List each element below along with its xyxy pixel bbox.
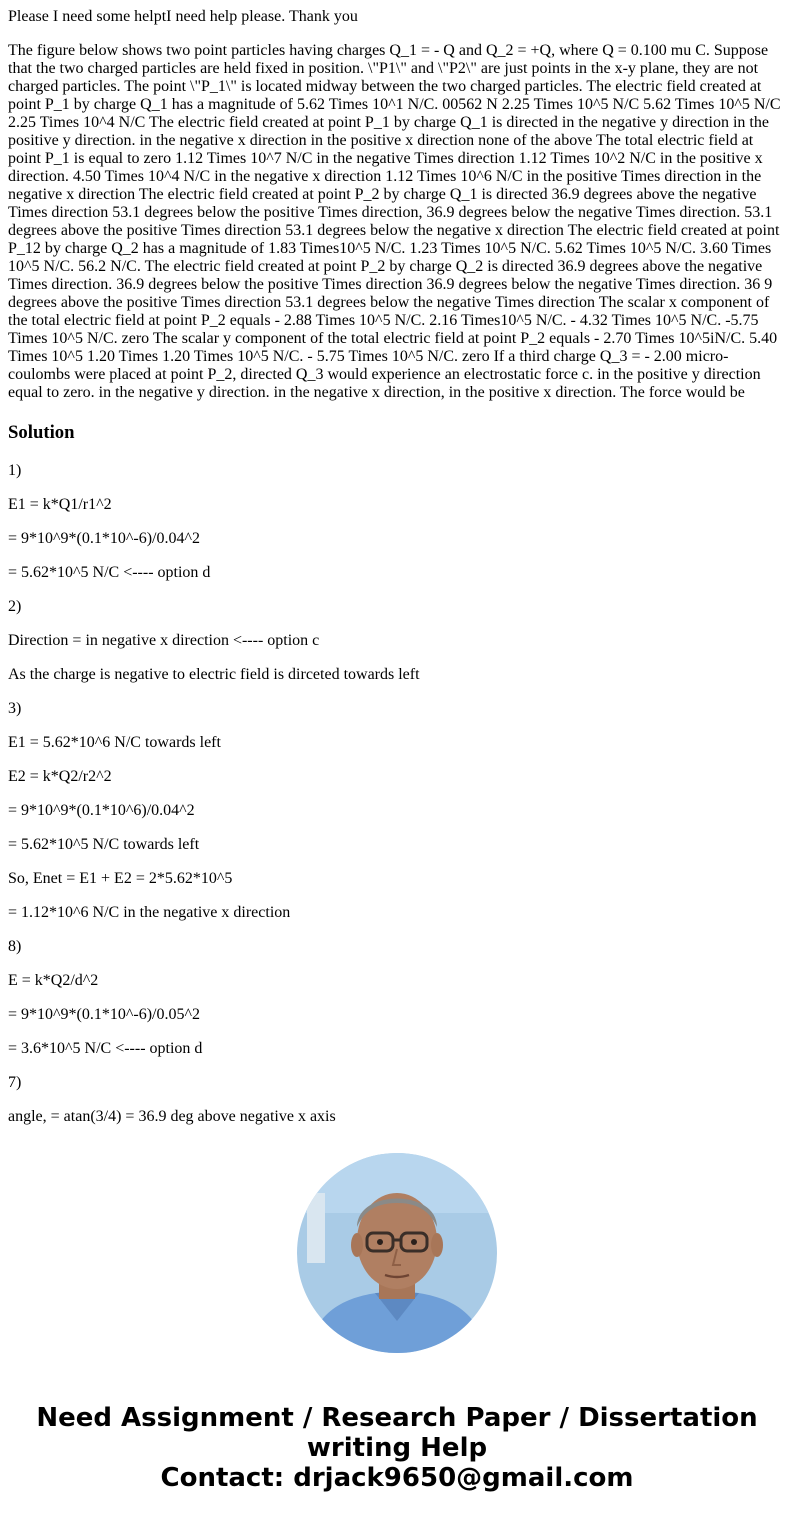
solution-line: = 3.6*10^5 N/C <---- option d bbox=[8, 1040, 203, 1057]
solution-section bbox=[8, 462, 786, 1164]
footer-line-1: Need Assignment / Research Paper / Dissertation bbox=[36, 1403, 758, 1433]
solution-line: Direction = in negative x direction <---- option c bbox=[8, 632, 320, 649]
solution-line: = 9*10^9*(0.1*10^-6)/0.05^2 bbox=[8, 1006, 200, 1023]
solution-line: 2) bbox=[8, 598, 22, 615]
avatar-portrait-image bbox=[297, 1153, 497, 1353]
solution-line: E1 = k*Q1/r1^2 bbox=[8, 496, 112, 513]
solution-line: = 9*10^9*(0.1*10^-6)/0.04^2 bbox=[8, 530, 200, 547]
solution-line: E = k*Q2/d^2 bbox=[8, 972, 99, 989]
solution-line: = 9*10^9*(0.1*10^6)/0.04^2 bbox=[8, 802, 195, 819]
footer-banner bbox=[0, 1403, 794, 1493]
intro-text: Please I need some helptI need help please. Thank you bbox=[8, 8, 358, 25]
solution-line: 1) bbox=[8, 462, 22, 479]
solution-line: E1 = 5.62*10^6 N/C towards left bbox=[8, 734, 221, 751]
question-text: The figure below shows two point particles having charges Q_1 = - Q and Q_2 = +Q, where Q = 0.100 mu C. Suppose that the two charged particles are held fixed in position. \"P1\" and \"P2\" are just points in the x-y plane, they are not charged particles. The point \"P_1\" is located midway between the two charged particles. The electric field created at point P_1 by charge Q_1 has a magnitude of 5.62 Times 10^1 N/C. 00562 N 2.25 Times 10^5 N/C 5.62 Times 10^5 N/C 2.25 Times 10^4 N/C The electric field created at point P_1 by charge Q_1 is directed in the negative y direction in the positive y direction. in the negative x direction in the positive x direction none of the above The total electric field at point P_1 is equal to zero 1.12 Times 10^7 N/C in the negative Times direction 1.12 Times 10^2 N/C in the positive x direction. 4.50 Times 10^4 N/C in the negative x direction 1.12 Times 10^6 N/C in the positive Times direction in the negative x direction The electric field created at point P_2 by charge Q_1 is directed 36.9 degrees above the negative Times direction 53.1 degrees below the positive Times direction, 36.9 degrees below the negative Times direction. 53.1 degrees above the positive Times direction 53.1 degrees below the negative x direction The electric field created at point P_12 by charge Q_2 has a magnitude of 1.83 Times10^5 N/C. 1.23 Times 10^5 N/C. 5.62 Times 10^5 N/C. 3.60 Times 10^5 N/C. 56.2 N/C. The electric field created at point P_2 by charge Q_2 is directed 36.9 degrees above the negative Times direction. 36.9 degrees below the positive Times direction 36.9 degrees below the negative Times direction. 36 9 degrees above the positive Times direction 53.1 degrees below the negative Times direction The scalar x component of the total electric field at point P_2 equals - 2.88 Times 10^5 N/C. 2.16 Times10^5 N/C. - 4.32 Times 10^5 N/C. -5.75 Times 10^5 N/C. zero The scalar y component of the total electric field at point P_2 equals - 2.70 Times 10^5iN/C. 5.40 Times 10^5 1.20 Times 1.20 Times 10^5 N/C. - 5.75 Times 10^5 N/C. zero If a third charge Q_3 = - 2.00 micro-coulombs were placed at point P_2, directed Q_3 would experience an electrostatic force c. in the positive y direction equal to zero. in the negative y direction. in the negative x direction, in the positive x direction. The force would be bbox=[8, 42, 781, 401]
solution-line: So, Enet = E1 + E2 = 2*5.62*10^5 bbox=[8, 870, 233, 887]
solution-heading: Solution bbox=[8, 422, 75, 443]
solution-line: As the charge is negative to electric field is dirceted towards left bbox=[8, 666, 420, 683]
solution-line: 7) bbox=[8, 1074, 22, 1091]
solution-line: E2 = k*Q2/r2^2 bbox=[8, 768, 112, 785]
document-body bbox=[8, 0, 786, 1164]
solution-line: 3) bbox=[8, 700, 22, 717]
solution-line: angle, = atan(3/4) = 36.9 deg above negative x axis bbox=[8, 1108, 336, 1125]
solution-line: 8) bbox=[8, 938, 22, 955]
solution-line: = 5.62*10^5 N/C <---- option d bbox=[8, 564, 211, 581]
footer-line-2: writing Help bbox=[306, 1433, 488, 1463]
solution-line: = 1.12*10^6 N/C in the negative x direction bbox=[8, 904, 291, 921]
author-avatar bbox=[297, 1153, 497, 1353]
footer-contact: Contact: drjack9650@gmail.com bbox=[160, 1463, 634, 1493]
solution-line: = 5.62*10^5 N/C towards left bbox=[8, 836, 200, 853]
